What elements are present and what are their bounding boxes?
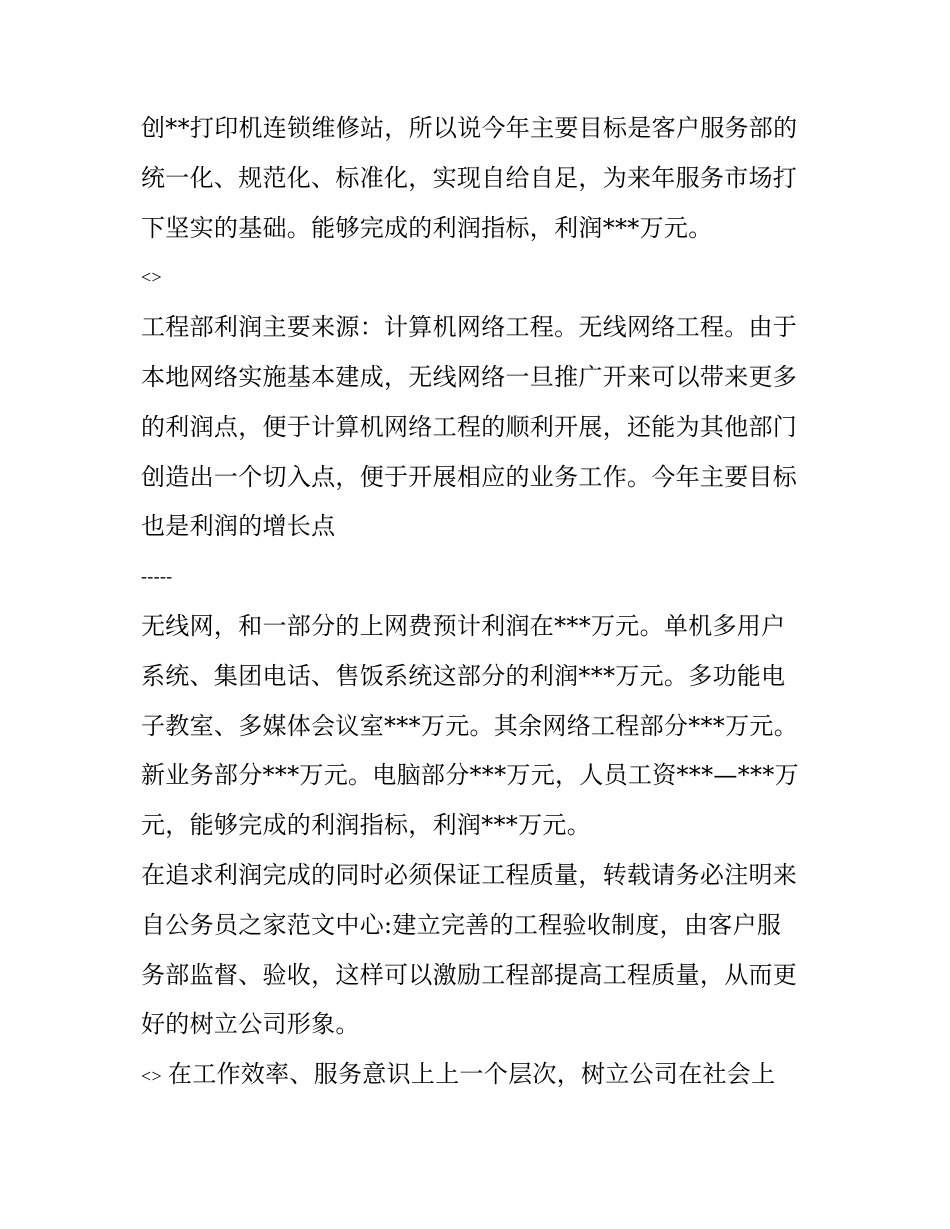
text-line-16: 在追求利润完成的同时必须保证工程质量，转载请务必注明来	[141, 860, 798, 889]
document-body	[141, 104, 821, 1100]
text-line-19: 好的树立公司形象。	[141, 1010, 360, 1039]
text-line-7: 的利润点，便于计算机网络工程的顺利开展，还能为其他部门	[141, 412, 798, 441]
text-line-18: 务部监督、验收，这样可以激励工程部提高工程质量，从而更	[141, 960, 798, 989]
text-line-20	[141, 1050, 821, 1100]
text-line-20-body: 在工作效率、服务意识上上一个层次，树立公司在社会上	[167, 1060, 776, 1089]
text-line-17: 自公务员之家范文中心:建立完善的工程验收制度，由客户服	[141, 910, 782, 939]
text-line-3: 下坚实的基础。能够完成的利润指标，利润***万元。	[141, 213, 713, 242]
text-line-13: 子教室、多媒体会议室***万元。其余网络工程部分***万元。	[141, 711, 798, 740]
text-line-2: 统一化、规范化、标准化，实现自给自足，为来年服务市场打	[141, 163, 798, 192]
text-line-12: 系统、集团电话、售饭系统这部分的利润***万元。多功能电	[141, 661, 786, 690]
text-line-11: 无线网，和一部分的上网费预计利润在***万元。单机多用户	[141, 611, 786, 640]
placeholder-marker-1: <>	[141, 267, 162, 288]
text-line-9: 也是利润的增长点	[141, 512, 336, 541]
text-line-15: 元，能够完成的利润指标，利润***万元。	[141, 811, 591, 840]
placeholder-marker-2: <>	[141, 1066, 162, 1087]
text-line-8: 创造出一个切入点，便于开展相应的业务工作。今年主要目标	[141, 462, 798, 491]
text-line-5: 工程部利润主要来源：计算机网络工程。无线网络工程。由于	[141, 313, 798, 342]
dash-separator: -----	[141, 566, 173, 587]
text-line-1: 创**打印机连锁维修站，所以说今年主要目标是客户服务部的	[141, 114, 798, 142]
text-line-6: 本地网络实施基本建成，无线网络一旦推广开来可以带来更多	[141, 362, 798, 391]
text-line-14: 新业务部分***万元。电脑部分***万元，人员工资***—***万	[141, 761, 799, 790]
